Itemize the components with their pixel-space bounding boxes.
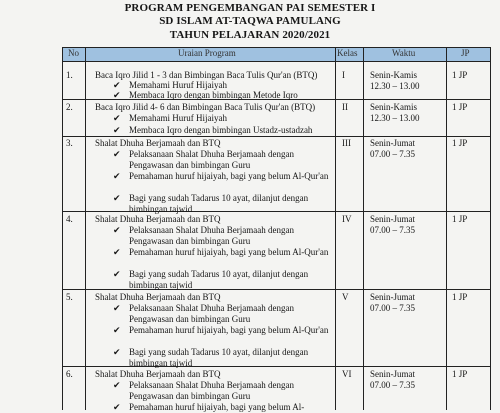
checkmark-icon: ✔ [113, 347, 121, 357]
row-jp: 1 JP [452, 214, 468, 224]
row-number: 3. [66, 138, 73, 148]
header-kelas: Kelas [337, 48, 358, 58]
program-table: No Uraian Program Kelas Waktu JP 1. Baca Iqro Jilid 1 - 3 dan Bimbingan Baca Tulis Qur'an (BTQ) I Senin-Kamis 12.30 – 13.00 1 JP ✔ Memahami Huruf Hijaiyah ✔ Membaca Iqro dengan bimbingan Metode Iqro 2. Baca Iqro Jilid 4- 6 dan Bimbingan Baca Tulis Qur'an (BTQ) II Senin-Kamis 12.30 – 13.00 1 JP ✔ Memahami Huruf Hijaiyah ✔ Membaca Iqro dengan bimbingan Ustadz-ustadzah 3. Shalat Dhuha Berjamaah dan BTQ III Senin-Jumat 07.00 – 7.35 1 JP ✔ Pelaksanaan Shalat Dhuha Berjamaah dengan Pengawasan dan bimbingan Guru ✔ Pemahaman huruf hijaiyah, bagi yang belum Al-Qur'an ✔ Bagi yang sudah Tadarus 10 ayat, dilanjut dengan bimbingan tajwid 4. Shalat Dhuha Berjamaah dan BTQ IV Senin-Jumat 07.00 – 7.35 1 JP ✔ Pelaksanaan Shalat Dhuha Berjamaah dengan Pengawasan dan bimbingan Guru ✔ Pemahaman huruf hijaiyah, bagi yang belum Al-Qur'an ✔ Bagi yang sudah Tadarus 10 ayat, dilanjut dengan bimbingan tajwid 5. Shalat Dhuha Berjamaah dan BTQ V Senin-Jumat 07.00 – 7.35 1 JP ✔ Pelaksanaan Shalat Dhuha Berjamaah dengan Pengawasan dan bimbingan Guru ✔ Pemahaman huruf hijaiyah, bagi yang belum Al-Qur'an ✔ Bagi yang sudah Tadarus 10 ayat, dilanjut dengan bimbingan tajwid 6. Shalat Dhuha Berjamaah dan BTQ VI Senin-Jumat 07.00 – 7.35 1 JP ✔ Pelaksanaan Shalat Dhuha Berjamaah dengan Pengawasan dan bimbingan Guru ✔ Pemahaman huruf hijaiyah, bagi yang belum Al- [0, 0, 500, 410]
row-waktu-days: Senin-Kamis [370, 102, 417, 112]
row-waktu-days: Senin-Jumat [370, 292, 415, 302]
table-header-row [62, 47, 490, 61]
row-waktu-time: 07.00 – 7.35 [370, 225, 415, 235]
row-kelas: I [342, 70, 345, 80]
row-waktu-time: 07.00 – 7.35 [370, 303, 415, 313]
checkmark-icon: ✔ [113, 90, 121, 100]
table-border [490, 47, 491, 410]
row-jp: 1 JP [452, 102, 468, 112]
header-jp: JP [461, 48, 470, 58]
header-waktu: Waktu [392, 48, 416, 58]
header-program: Uraian Program [178, 48, 236, 58]
title-line-2: SD ISLAM AT-TAQWA PAMULANG [159, 15, 341, 27]
checkmark-icon: ✔ [113, 125, 121, 135]
checkmark-icon: ✔ [113, 149, 121, 159]
table-border [62, 136, 490, 137]
checkmark-icon: ✔ [113, 402, 121, 412]
row-waktu-time: 07.00 – 7.35 [370, 149, 415, 159]
row-jp: 1 JP [452, 292, 468, 302]
checkmark-icon: ✔ [113, 80, 121, 90]
title-line-3: TAHUN PELAJARAN 2020/2021 [169, 29, 331, 41]
checkmark-icon: ✔ [113, 247, 121, 257]
row-number: 2. [66, 102, 73, 112]
checkmark-icon: ✔ [113, 380, 121, 390]
row-kelas: IV [342, 214, 352, 224]
row-waktu-days: Senin-Jumat [370, 214, 415, 224]
checkmark-icon: ✔ [113, 303, 121, 313]
row-jp: 1 JP [452, 369, 468, 379]
row-kelas: II [342, 102, 348, 112]
row-number: 5. [66, 292, 73, 302]
row-waktu-time: 12.30 – 13.00 [370, 113, 420, 123]
row-number: 6. [66, 369, 73, 379]
row-waktu-days: Senin-Jumat [370, 138, 415, 148]
row-kelas: VI [342, 369, 352, 379]
row-waktu-time: 07.00 – 7.35 [370, 380, 415, 390]
table-border [85, 47, 86, 410]
table-border [363, 47, 364, 410]
checkmark-icon: ✔ [113, 225, 121, 235]
row-program: Shalat Dhuha Berjamaah dan BTQ [95, 214, 221, 224]
title-line-1: PROGRAM PENGEMBANGAN PAI SEMESTER I [124, 2, 376, 14]
header-no: No [68, 48, 79, 58]
table-border [62, 61, 490, 62]
row-program: Shalat Dhuha Berjamaah dan BTQ [95, 292, 221, 302]
table-border [446, 47, 447, 410]
row-waktu-days: Senin-Kamis [370, 70, 417, 80]
row-kelas: III [342, 138, 351, 148]
row-program: Shalat Dhuha Berjamaah dan BTQ [95, 138, 221, 148]
row-number: 4. [66, 214, 73, 224]
row-waktu-time: 12.30 – 13.00 [370, 81, 420, 91]
row-number: 1. [66, 70, 73, 80]
row-jp: 1 JP [452, 70, 468, 80]
checkmark-icon: ✔ [113, 325, 121, 335]
table-border [62, 47, 490, 48]
row-program: Baca Iqro Jilid 4- 6 dan Bimbingan Baca Tulis Qur'an (BTQ) [95, 102, 316, 112]
row-program: Shalat Dhuha Berjamaah dan BTQ [95, 369, 221, 379]
row-waktu-days: Senin-Jumat [370, 369, 415, 379]
checkmark-icon: ✔ [113, 193, 121, 203]
row-kelas: V [342, 292, 349, 302]
row-program: Baca Iqro Jilid 1 - 3 dan Bimbingan Baca Tulis Qur'an (BTQ) [95, 70, 318, 80]
checkmark-icon: ✔ [113, 171, 121, 181]
checkmark-icon: ✔ [113, 269, 121, 279]
table-border [62, 47, 63, 410]
checkmark-icon: ✔ [113, 113, 121, 123]
row-jp: 1 JP [452, 138, 468, 148]
